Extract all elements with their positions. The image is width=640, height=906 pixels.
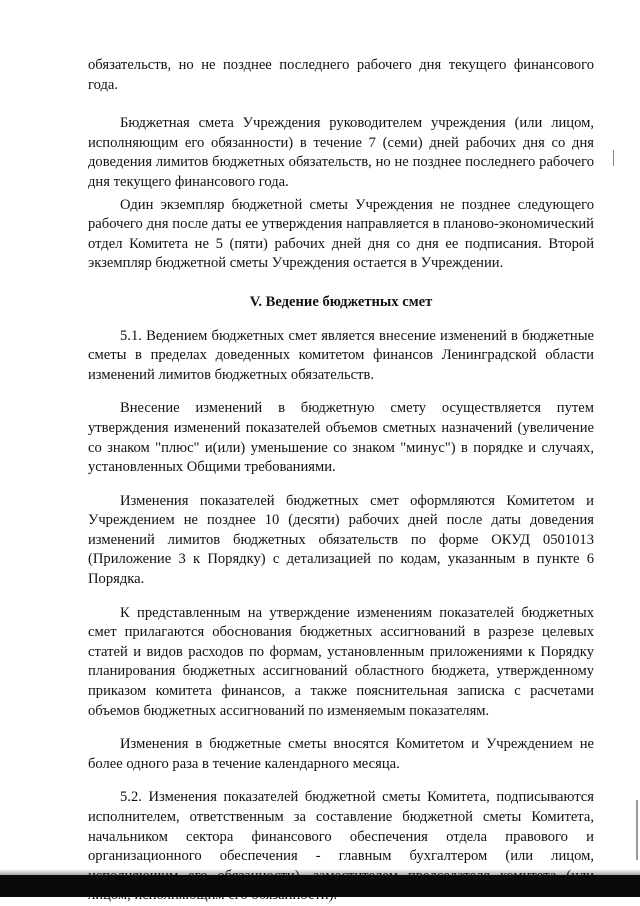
- scan-edge-mark: [636, 800, 638, 860]
- paragraph-budget-estimate-approval: Бюджетная смета Учреждения руководителем учреждения (или лицом, исполняющим его обязанности) в течение 7 (семи) дней рабочих дня со дня доведения лимитов бюджетных обязательств, но не позднее последнего рабочего дня текущего финансового года.: [88, 115, 594, 190]
- scan-edge-mark: [613, 150, 614, 166]
- paragraph-changes-form: Изменения показателей бюджетных смет оформляются Комитетом и Учреждением не позднее 10 (десяти) рабочих дней после даты доведения изменений лимитов бюджетных обязательств по форме ОКУД 0501013 (Приложение 3 к Порядку) с детализацией по кодам, указанным в пункте 6 Порядка.: [88, 492, 594, 588]
- paragraph-changes-method: Внесение изменений в бюджетную смету осуществляется путем утверждения изменений показателей объемов сметных назначений (увеличение со знаком "плюс" и(или) уменьшение со знаком "минус") в порядке и случаях, установленных Общими требованиями.: [88, 400, 594, 476]
- paragraph-frequency: Изменения в бюджетные сметы вносятся Комитетом и Учреждением не более одного раза в течение календарного месяца.: [88, 736, 594, 772]
- paragraph-justifications: К представленным на утверждение изменениям показателей бюджетных смет прилагаются обоснования бюджетных ассигнований в разрезе целевых статей и видов расходов по формам, установленным приложениями к Порядку планирования бюджетных ассигнований областного бюджета, утвержденному приказом комитета финансов, а также пояснительная записка с расчетами объемов бюджетных ассигнований по изменяемым показателям.: [88, 604, 594, 719]
- paragraph-estimate-copy: Один экземпляр бюджетной сметы Учреждения не позднее следующего рабочего дня после даты ее утверждения направляется в планово-экономический отдел Комитета не 5 (пяти) рабочих дней дня со дня ее подписания. Второй экземпляр бюджетной сметы Учреждения остается в Учреждении.: [88, 196, 594, 272]
- section-heading: V. Ведение бюджетных смет: [249, 293, 433, 310]
- paragraph-5-2: 5.2. Изменения показателей бюджетной сметы Комитета, подписываются исполнителем, ответственным за составление бюджетной сметы Комитета, начальником сектора финансового обеспечения отдела правового и организационного обеспечения - главным бухгалтером (или лицом,: [88, 789, 594, 865]
- scan-bottom-border: [0, 875, 640, 897]
- paragraph-continuation: обязательств, но не позднее последнего рабочего дня текущего финансового года.: [88, 57, 594, 93]
- document-page: [88, 56, 594, 906]
- paragraph-5-1: 5.1. Ведением бюджетных смет является внесение изменений в бюджетные сметы в пределах доведенных комитетом финансов Ленинградской области изменений лимитов бюджетных обязательств.: [88, 327, 594, 383]
